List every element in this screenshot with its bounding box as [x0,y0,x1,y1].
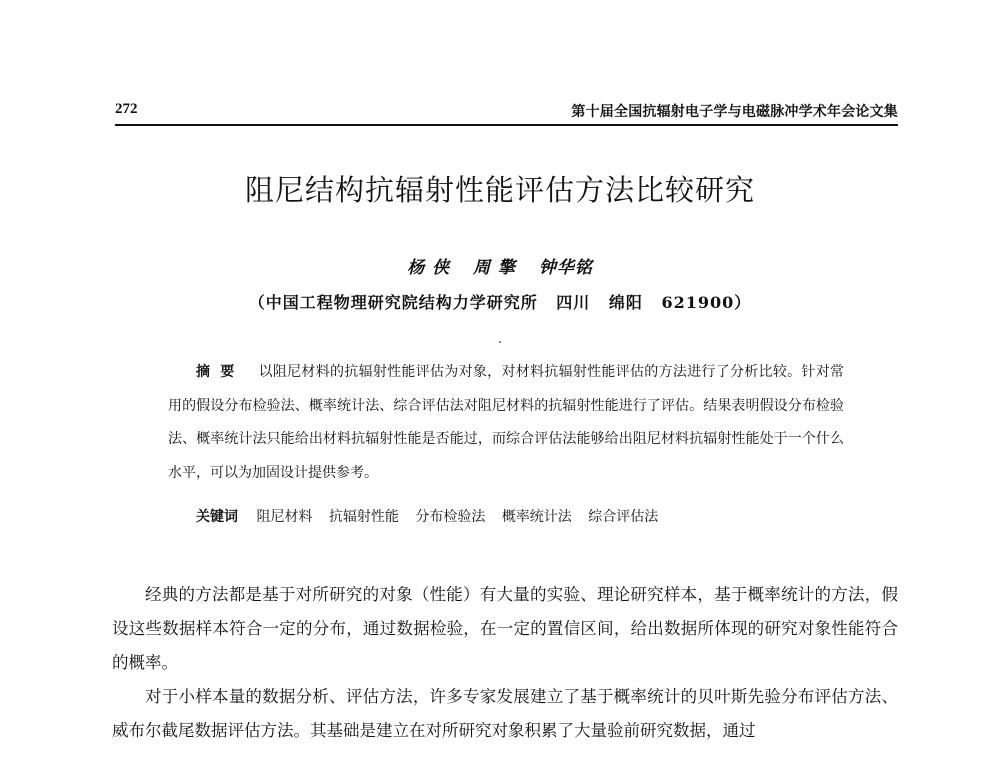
abstract [168,356,844,490]
scan-speck [499,341,501,343]
affiliation-institution: （中国工程物理研究院结构力学研究所 [248,293,538,312]
running-header [115,101,898,123]
keyword: 概率统计法 [501,509,572,525]
body-paragraph: 对于小样本量的数据分析、评估方法，许多专家发展建立了基于概率统计的贝叶斯先验分布评估方法、威布尔截尾数据评估方法。其基础是建立在对所研究对象积累了大量验前研究数据，通过 [112,687,898,740]
running-title: 第十届全国抗辐射电子学与电磁脉冲学术年会论文集 [571,104,898,120]
author-list [0,253,1000,278]
affiliation-city: 绵阳 [608,293,643,312]
abstract-text: 以阻尼材料的抗辐射性能评估为对象，对材料抗辐射性能评估的方法进行了分析比较。针对常用的假设分布检验法、概率统计法、综合评估法对阻尼材料的抗辐射性能进行了评估。结果表明假设分布检验法、概率统计法只能给出材料抗辐射性能是否能过，而综合评估法能够给出阻尼材料抗辐射性能处于一个什么水平，可以为加固设计提供参考。 [168,364,845,481]
author-name: 钟华铭 [538,258,593,278]
page-number: 272 [115,101,138,117]
keywords [196,506,846,526]
body-text [112,578,898,748]
keyword: 阻尼材料 [256,509,313,525]
affiliation [0,290,1000,313]
affiliation-province: 四川 [556,293,591,312]
paper-title: 阻尼结构抗辐射性能评估方法比较研究 [244,173,755,207]
body-paragraph: 经典的方法都是基于对所研究的对象（性能）有大量的实验、理论研究样本，基于概率统计的方法，假设这些数据样本符合一定的分布，通过数据检验，在一定的置信区间，给出数据所体现的研究对象性能符合的概率。 [112,585,898,672]
keyword: 综合评估法 [588,509,659,525]
abstract-label: 摘要 [196,364,245,380]
author-name: 杨 侠 [407,258,451,278]
header-rule [115,124,898,126]
author-name: 周 擎 [473,258,516,278]
keyword: 抗辐射性能 [328,509,399,525]
keywords-label: 关键词 [196,509,238,525]
keyword: 分布检验法 [415,509,486,525]
affiliation-postcode: 621900） [661,293,752,312]
